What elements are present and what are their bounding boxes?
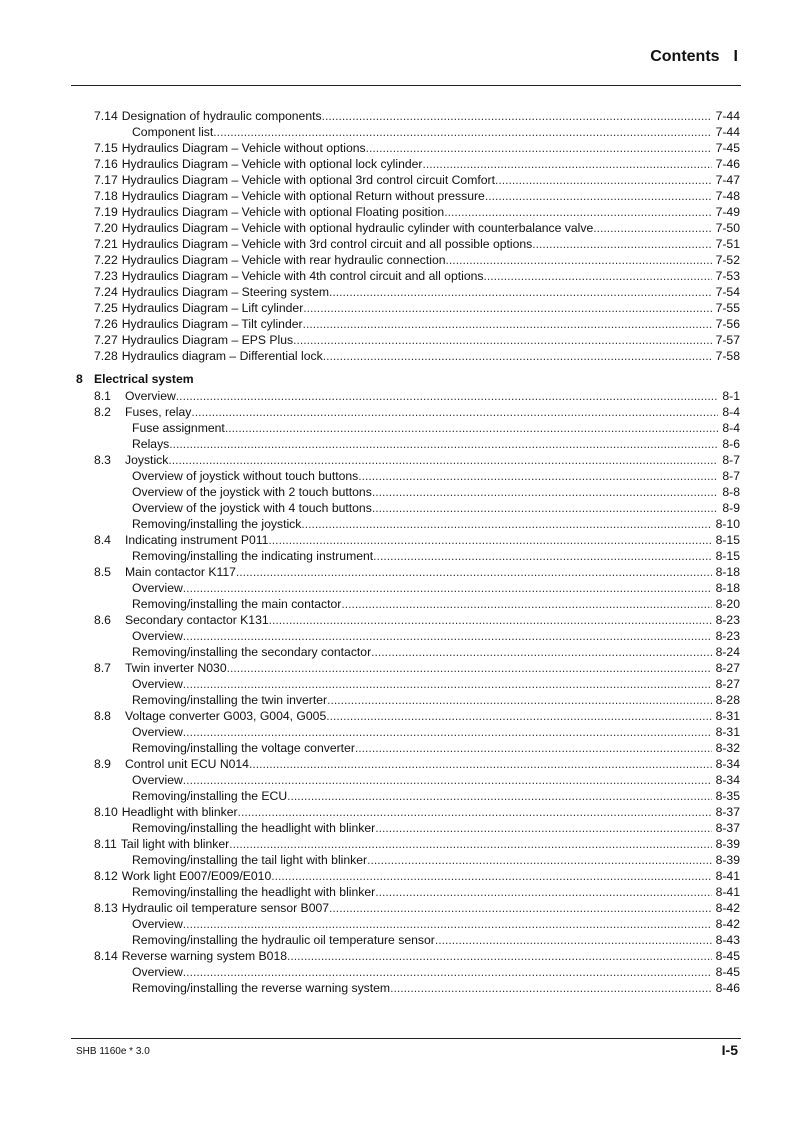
- toc-entry-title: Removing/installing the headlight with blinker: [132, 885, 376, 899]
- toc-entry-title: Hydraulics Diagram – Vehicle with optional lock cylinder: [121, 157, 423, 171]
- toc-entry-title: Removing/installing the secondary contactor: [132, 645, 372, 659]
- toc-entry-title: Main contactor K117: [125, 565, 236, 579]
- toc-entry-title: Removing/installing the ECU: [132, 789, 288, 803]
- toc-entry-number: 7.22: [94, 253, 118, 267]
- toc-entry[interactable]: [76, 564, 740, 580]
- toc-entry-page: 8-41: [715, 885, 740, 899]
- toc-entry-title: Reverse warning system B018: [121, 949, 288, 963]
- toc-entry-number: 8.2: [94, 405, 111, 419]
- toc-entry-title: Relays: [132, 437, 170, 451]
- toc-entry[interactable]: [76, 284, 740, 300]
- toc-dot-leader: [375, 820, 711, 836]
- toc-dot-leader: [225, 420, 719, 436]
- toc-entry[interactable]: [76, 788, 740, 804]
- footer-rule: [71, 1038, 741, 1039]
- toc-entry-title: Removing/installing the twin inverter: [132, 693, 328, 707]
- toc-dot-leader: [213, 124, 711, 140]
- toc-entry-number: 7.14: [94, 109, 118, 123]
- toc-entry-title: Removing/installing the voltage converter: [132, 741, 355, 755]
- toc-dot-leader: [329, 900, 712, 916]
- toc-dot-leader: [183, 580, 712, 596]
- toc-entry-page: 8-39: [715, 837, 740, 851]
- toc-entry[interactable]: [76, 204, 740, 220]
- toc-entry-number: 8.6: [94, 613, 111, 627]
- toc-entry-title: Electrical system: [94, 372, 194, 386]
- toc-entry-title: Removing/installing the main contactor: [132, 597, 342, 611]
- header-chapter-numeral: I: [733, 48, 738, 65]
- toc-entry-title: Removing/installing the indicating instrument: [132, 549, 374, 563]
- toc-entry-title: Joystick: [125, 453, 169, 467]
- toc-entry-number: 7.21: [94, 237, 118, 251]
- toc-entry-number: 7.23: [94, 269, 118, 283]
- toc-dot-leader: [268, 532, 711, 548]
- toc-entry-title: Hydraulics Diagram – Tilt cylinder: [121, 317, 303, 331]
- toc-dot-leader: [323, 348, 712, 364]
- toc-entry-page: 8-35: [715, 789, 740, 803]
- toc-entry-page: 8-24: [715, 645, 740, 659]
- toc-entry[interactable]: [76, 348, 740, 364]
- toc-entry-title: Overview: [132, 581, 183, 595]
- toc-dot-leader: [227, 660, 712, 676]
- toc-entry[interactable]: [76, 124, 740, 140]
- toc-entry-title: Fuses, relay: [125, 405, 192, 419]
- toc-entry-page: 7-48: [715, 189, 740, 203]
- toc-entry-number: 7.25: [94, 301, 118, 315]
- toc-entry[interactable]: [76, 676, 740, 692]
- toc-entry[interactable]: [76, 172, 740, 188]
- toc-entry-title: Removing/installing the joystick: [132, 517, 302, 531]
- toc-entry[interactable]: [76, 300, 740, 316]
- toc-entry-title: Overview: [125, 389, 176, 403]
- toc-entry[interactable]: [76, 316, 740, 332]
- toc-entry-title: Hydraulics Diagram – Vehicle with 3rd control circuit and all possible options: [121, 237, 533, 251]
- toc-entry-title: Control unit ECU N014: [125, 757, 249, 771]
- toc-entry[interactable]: [76, 708, 740, 724]
- toc-entry[interactable]: [76, 500, 740, 516]
- toc-entry-title: Removing/installing the tail light with blinker: [132, 853, 368, 867]
- toc-entry[interactable]: [76, 900, 740, 916]
- toc-entry-page: 7-53: [715, 269, 740, 283]
- toc-dot-leader: [326, 708, 711, 724]
- toc-dot-leader: [444, 204, 711, 220]
- toc-dot-leader: [183, 916, 712, 932]
- toc-dot-leader: [327, 692, 712, 708]
- toc-entry-page: 8-31: [715, 725, 740, 739]
- toc-entry-number: 8.3: [94, 453, 111, 467]
- toc-entry[interactable]: [76, 740, 740, 756]
- toc-entry[interactable]: [76, 836, 740, 852]
- toc-entry-page: 8-15: [715, 533, 740, 547]
- toc-entry[interactable]: [76, 188, 740, 204]
- toc-dot-leader: [485, 188, 712, 204]
- toc-dot-leader: [176, 388, 719, 404]
- toc-entry-title: Overview of the joystick with 2 touch buttons: [132, 485, 372, 499]
- toc-entry-title: Component list: [132, 125, 214, 139]
- footer-doc-id: SHB 1160e * 3.0: [76, 1046, 150, 1057]
- toc-entry-title: Headlight with blinker: [121, 805, 238, 819]
- toc-entry-title: Hydraulics Diagram – Vehicle with optional Floating position: [121, 205, 445, 219]
- toc-entry[interactable]: [76, 420, 740, 436]
- toc-entry-page: 8-28: [715, 693, 740, 707]
- toc-entry-title: Removing/installing the reverse warning system: [132, 981, 391, 995]
- toc-entry-title: Overview: [132, 965, 183, 979]
- toc-dot-leader: [303, 300, 711, 316]
- toc-entry-title: Hydraulics Diagram – Vehicle with rear hydraulic connection: [121, 253, 446, 267]
- toc-entry[interactable]: [76, 804, 740, 820]
- toc-entry[interactable]: [76, 268, 740, 284]
- toc-entry-page: 8-46: [715, 981, 740, 995]
- toc-entry-number: 7.28: [94, 349, 118, 363]
- toc-entry-page: 7-54: [715, 285, 740, 299]
- toc-entry[interactable]: [76, 156, 740, 172]
- toc-entry[interactable]: [76, 932, 740, 948]
- toc-entry-page: 7-44: [715, 109, 740, 123]
- toc-dot-leader: [483, 268, 711, 284]
- toc-dot-leader: [183, 772, 712, 788]
- toc-entry-page: 8-18: [715, 565, 740, 579]
- toc-entry-title: Work light E007/E009/E010: [121, 869, 272, 883]
- toc-entry-page: 7-51: [715, 237, 740, 251]
- toc-entry-page: 8-42: [715, 917, 740, 931]
- toc-dot-leader: [358, 468, 718, 484]
- toc-entry-number: 7.24: [94, 285, 118, 299]
- toc-entry-page: 8-4: [722, 405, 740, 419]
- toc-entry-title: Overview: [132, 677, 183, 691]
- toc-entry-page: 8-39: [715, 853, 740, 867]
- toc-entry-page: 8-18: [715, 581, 740, 595]
- toc-entry[interactable]: [76, 580, 740, 596]
- toc-entry-title: Hydraulics Diagram – Vehicle without options: [121, 141, 366, 155]
- toc-entry[interactable]: [76, 468, 740, 484]
- toc-entry-page: 8-23: [715, 629, 740, 643]
- toc-dot-leader: [423, 156, 712, 172]
- toc-entry-page: 7-50: [715, 221, 740, 235]
- header-rule: [71, 85, 741, 86]
- toc-entry[interactable]: [76, 820, 740, 836]
- toc-entry-page: 8-32: [715, 741, 740, 755]
- toc-entry-page: 8-4: [722, 421, 740, 435]
- toc-dot-leader: [435, 932, 712, 948]
- toc-entry[interactable]: [76, 660, 740, 676]
- toc-entry-page: 7-55: [715, 301, 740, 315]
- toc-entry-number: 7.20: [94, 221, 118, 235]
- toc-dot-leader: [372, 500, 719, 516]
- toc-entry-page: 8-7: [722, 453, 740, 467]
- toc-entry[interactable]: [76, 332, 740, 348]
- toc-dot-leader: [271, 868, 711, 884]
- toc-dot-leader: [366, 140, 712, 156]
- toc-entry[interactable]: [76, 916, 740, 932]
- toc-entry-title: Indicating instrument P011: [125, 533, 269, 547]
- toc-dot-leader: [183, 724, 712, 740]
- toc-entry[interactable]: [76, 692, 740, 708]
- toc-entry[interactable]: [76, 236, 740, 252]
- toc-entry[interactable]: [76, 596, 740, 612]
- toc-entry-title: Designation of hydraulic components: [121, 109, 322, 123]
- toc-dot-leader: [341, 596, 711, 612]
- toc-entry-number: 8.8: [94, 709, 111, 723]
- toc-entry-number: 8.10: [94, 805, 118, 819]
- toc-dot-leader: [375, 884, 711, 900]
- footer-page-number: I-5: [721, 1042, 738, 1058]
- toc-entry-page: 8-27: [715, 677, 740, 691]
- toc-entry[interactable]: [76, 548, 740, 564]
- toc-dot-leader: [390, 980, 712, 996]
- toc-entry[interactable]: [76, 852, 740, 868]
- toc-entry[interactable]: [76, 436, 740, 452]
- toc-entry-page: 8-1: [722, 389, 740, 403]
- toc-entry-page: 8-15: [715, 549, 740, 563]
- toc-dot-leader: [355, 740, 712, 756]
- toc-entry-title: Hydraulics Diagram – Lift cylinder: [121, 301, 304, 315]
- toc-entry-number: 8.13: [94, 901, 118, 915]
- toc-dot-leader: [303, 316, 712, 332]
- toc-entry-number: 8: [76, 372, 83, 386]
- toc-dot-leader: [372, 484, 719, 500]
- toc-entry-page: 8-43: [715, 933, 740, 947]
- toc-entry-number: 8.5: [94, 565, 111, 579]
- toc-dot-leader: [249, 756, 712, 772]
- toc-entry-number: 8.7: [94, 661, 111, 675]
- toc-entry-page: 8-20: [715, 597, 740, 611]
- toc-entry-page: 8-37: [715, 805, 740, 819]
- toc-entry-title: Overview of joystick without touch buttons: [132, 469, 359, 483]
- toc-entry[interactable]: [76, 964, 740, 980]
- toc-entry-title: Tail light with blinker: [120, 837, 230, 851]
- toc-entry-title: Secondary contactor K131: [125, 613, 269, 627]
- toc-dot-leader: [329, 284, 712, 300]
- toc-entry-number: 8.4: [94, 533, 111, 547]
- toc-entry[interactable]: [76, 370, 740, 388]
- toc-dot-leader: [229, 836, 711, 852]
- toc-entry-page: 8-23: [715, 613, 740, 627]
- toc-entry-page: 7-47: [715, 173, 740, 187]
- toc-entry[interactable]: [76, 868, 740, 884]
- toc-dot-leader: [322, 108, 712, 124]
- toc-entry-page: 8-34: [715, 757, 740, 771]
- toc-entry-title: Fuse assignment: [132, 421, 225, 435]
- toc-entry-page: 7-46: [715, 157, 740, 171]
- toc-entry-title: Overview: [132, 917, 183, 931]
- toc-entry-number: 8.14: [94, 949, 118, 963]
- toc-entry-page: 8-6: [722, 437, 740, 451]
- toc-dot-leader: [168, 452, 718, 468]
- toc-dot-leader: [287, 788, 711, 804]
- page-header: [650, 48, 738, 66]
- toc-dot-leader: [183, 676, 712, 692]
- toc-dot-leader: [373, 548, 711, 564]
- toc-entry-title: Hydraulics diagram – Differential lock: [121, 349, 323, 363]
- toc-entry-title: Hydraulics Diagram – Vehicle with optional hydraulic cylinder with counterbalance valve: [121, 221, 594, 235]
- toc-entry-title: Hydraulics Diagram – Vehicle with optional 3rd control circuit Comfort: [121, 173, 495, 187]
- header-title: Contents: [650, 48, 720, 65]
- toc-entry-title: Removing/installing the hydraulic oil temperature sensor: [132, 933, 435, 947]
- toc-entry[interactable]: [76, 220, 740, 236]
- toc-entry-page: 7-56: [715, 317, 740, 331]
- toc-dot-leader: [446, 252, 712, 268]
- toc-dot-leader: [301, 516, 711, 532]
- toc-entry-number: 8.12: [94, 869, 118, 883]
- toc-dot-leader: [287, 948, 712, 964]
- toc-entry-title: Voltage converter G003, G004, G005: [125, 709, 327, 723]
- toc-entry[interactable]: [76, 516, 740, 532]
- toc-entry-number: 7.26: [94, 317, 118, 331]
- toc-entry-page: 8-34: [715, 773, 740, 787]
- toc-dot-leader: [183, 964, 712, 980]
- toc-entry-page: 8-7: [722, 469, 740, 483]
- toc-entry-page: 8-45: [715, 949, 740, 963]
- toc-dot-leader: [532, 236, 711, 252]
- toc-entry[interactable]: [76, 628, 740, 644]
- toc-entry[interactable]: [76, 140, 740, 156]
- toc-entry-number: 8.11: [94, 837, 117, 851]
- toc-entry-title: Hydraulics Diagram – Vehicle with optional Return without pressure: [121, 189, 485, 203]
- toc-entry-number: 7.15: [94, 141, 118, 155]
- toc-dot-leader: [169, 436, 718, 452]
- toc-entry-number: 7.27: [94, 333, 118, 347]
- toc-entry-number: 8.1: [94, 389, 111, 403]
- table-of-contents: [76, 108, 740, 996]
- toc-entry-title: Hydraulic oil temperature sensor B007: [121, 901, 330, 915]
- toc-entry[interactable]: [76, 724, 740, 740]
- toc-entry-page: 7-58: [715, 349, 740, 363]
- toc-entry[interactable]: [76, 612, 740, 628]
- toc-dot-leader: [367, 852, 712, 868]
- toc-dot-leader: [238, 804, 712, 820]
- toc-entry-page: 8-10: [715, 517, 740, 531]
- toc-entry-page: 7-52: [715, 253, 740, 267]
- toc-entry-title: Hydraulics Diagram – EPS Plus: [121, 333, 294, 347]
- toc-dot-leader: [191, 404, 718, 420]
- toc-entry-page: 8-31: [715, 709, 740, 723]
- toc-entry-page: 8-27: [715, 661, 740, 675]
- toc-dot-leader: [183, 628, 712, 644]
- toc-entry-title: Overview: [132, 773, 183, 787]
- toc-entry-page: 7-49: [715, 205, 740, 219]
- toc-entry[interactable]: [76, 756, 740, 772]
- toc-entry-page: 7-44: [715, 125, 740, 139]
- toc-entry[interactable]: [76, 404, 740, 420]
- toc-entry-title: Removing/installing the headlight with blinker: [132, 821, 376, 835]
- toc-entry-title: Twin inverter N030: [125, 661, 227, 675]
- toc-entry-title: Overview of the joystick with 4 touch buttons: [132, 501, 372, 515]
- toc-entry[interactable]: [76, 484, 740, 500]
- toc-entry[interactable]: [76, 948, 740, 964]
- toc-entry[interactable]: [76, 452, 740, 468]
- toc-entry-page: 8-8: [722, 485, 740, 499]
- toc-dot-leader: [236, 564, 712, 580]
- toc-entry-title: Hydraulics Diagram – Vehicle with 4th control circuit and all options: [121, 269, 484, 283]
- toc-dot-leader: [495, 172, 712, 188]
- toc-dot-leader: [293, 332, 711, 348]
- toc-entry-page: 8-9: [722, 501, 740, 515]
- toc-entry-title: Hydraulics Diagram – Steering system: [121, 285, 329, 299]
- toc-entry[interactable]: [76, 108, 740, 124]
- toc-dot-leader: [593, 220, 711, 236]
- toc-entry-title: Overview: [132, 725, 183, 739]
- toc-entry-number: 7.16: [94, 157, 118, 171]
- toc-entry-page: 8-45: [715, 965, 740, 979]
- toc-entry-page: 8-42: [715, 901, 740, 915]
- toc-entry-page: 7-57: [715, 333, 740, 347]
- toc-entry-title: Overview: [132, 629, 183, 643]
- toc-entry[interactable]: [76, 884, 740, 900]
- toc-entry[interactable]: [76, 644, 740, 660]
- toc-dot-leader: [269, 612, 712, 628]
- toc-entry[interactable]: [76, 252, 740, 268]
- toc-entry-number: 7.17: [94, 173, 118, 187]
- toc-entry-number: 7.19: [94, 205, 118, 219]
- toc-entry-page: 7-45: [715, 141, 740, 155]
- toc-entry[interactable]: [76, 980, 740, 996]
- toc-entry-number: 8.9: [94, 757, 111, 771]
- toc-entry-page: 8-41: [715, 869, 740, 883]
- toc-entry[interactable]: [76, 772, 740, 788]
- toc-entry-page: 8-37: [715, 821, 740, 835]
- toc-entry-number: 7.18: [94, 189, 118, 203]
- toc-entry[interactable]: [76, 532, 740, 548]
- toc-dot-leader: [371, 644, 711, 660]
- toc-entry[interactable]: [76, 388, 740, 404]
